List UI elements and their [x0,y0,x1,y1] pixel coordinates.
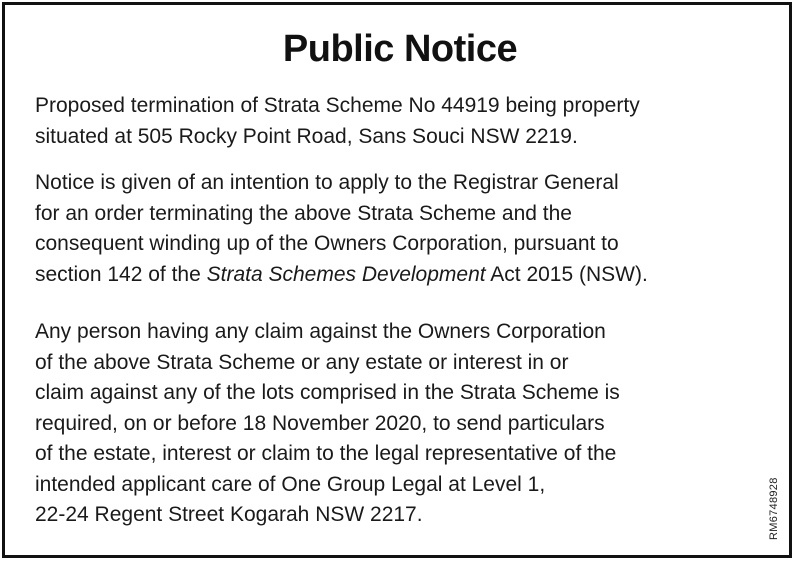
notice-paragraph-claims [35,317,777,531]
paragraph-line: situated at 505 Rocky Point Road, Sans Souci NSW 2219. [35,124,578,148]
notice-title: Public Notice [282,28,518,70]
notice-paragraph-intention [35,168,777,290]
paragraph-line: 22-24 Regent Street Kogarah NSW 2217. [35,503,423,526]
paragraph-line: intended applicant care of One Group Legal at Level 1, [35,472,546,496]
paragraph-line: Any person having any claim against the Owners Corporation [35,320,606,343]
notice-paragraph-proposal [35,91,777,152]
paragraph-line: of the above Strata Scheme or any estate or interest in or [35,350,569,374]
paragraph-line: Proposed termination of Strata Scheme No 44919 being property [35,94,640,117]
act-name: Strata Schemes Development [206,262,486,286]
paragraph-line: claim against any of the lots comprised in the Strata Scheme is [35,381,620,404]
paragraph-line: Notice is given of an intention to apply to the Registrar General [35,171,619,194]
reference-code: RM6748928 [768,477,780,540]
line-text-before-act: section 142 of the [35,262,207,286]
paragraph-line: consequent winding up of the Owners Corporation, pursuant to [35,232,619,255]
paragraph-line: of the estate, interest or claim to the legal representative of the [35,442,617,465]
paragraph-line: for an order terminating the above Strata Scheme and the [35,201,572,225]
line-text-after-act: Act 2015 (NSW). [485,262,648,286]
paragraph-line-with-act [35,260,777,291]
paragraph-line: required, on or before 18 November 2020, to send particulars [35,411,605,435]
notice-border [2,2,792,558]
